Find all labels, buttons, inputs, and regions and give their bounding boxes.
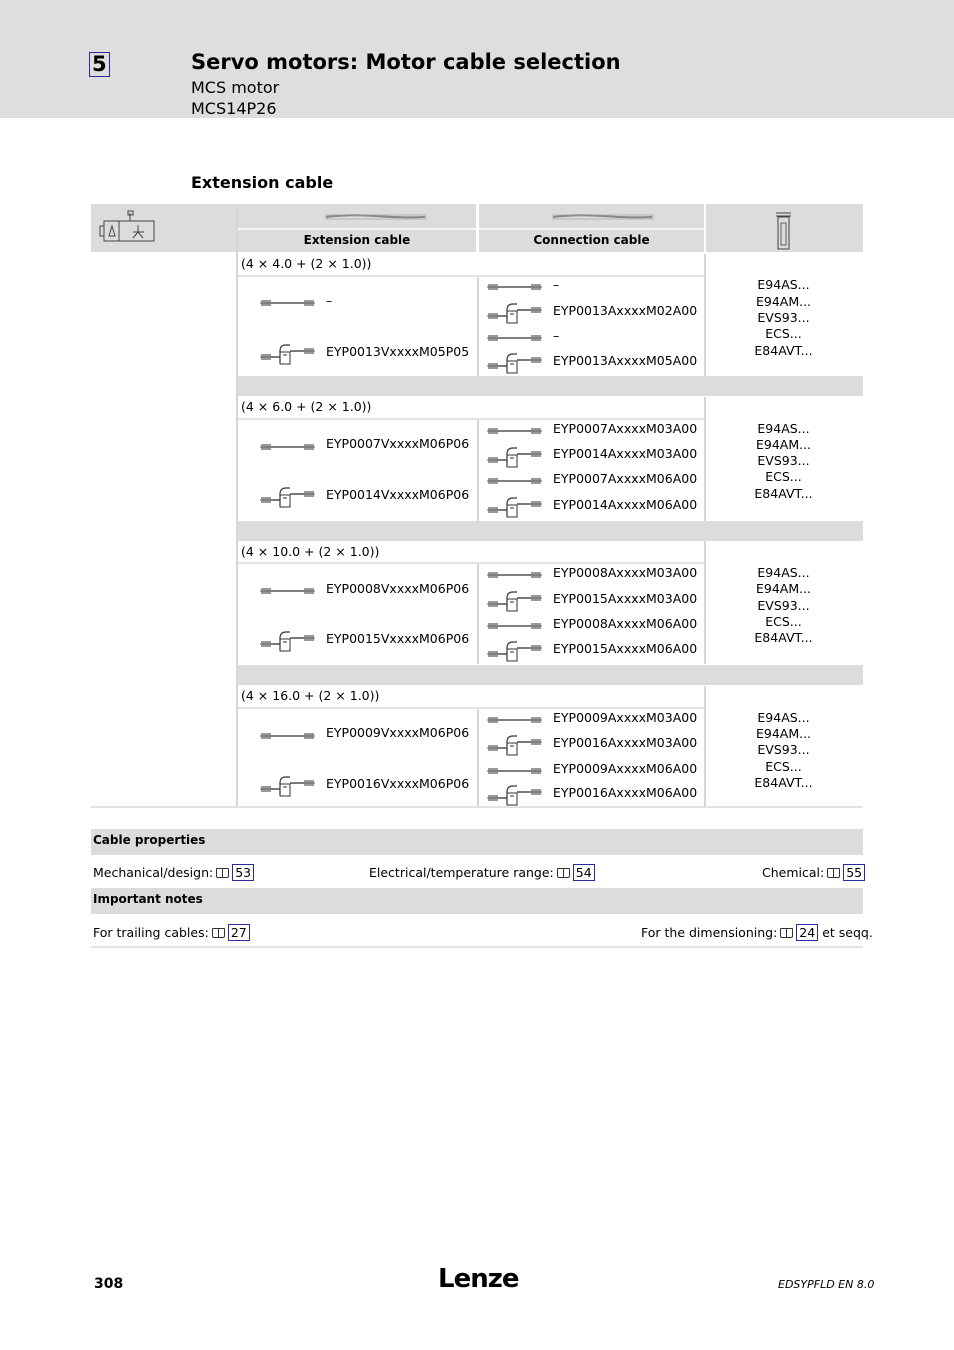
cable-properties-heading: Cable properties bbox=[93, 833, 206, 847]
device-name: E94AS... bbox=[757, 421, 810, 436]
cable-spec: (4 × 6.0 + (2 × 1.0)) bbox=[241, 399, 372, 414]
connection-part-number: EYP0014AxxxxM03A00 bbox=[553, 446, 698, 461]
straight-cable-icon bbox=[487, 280, 543, 294]
electrical-page-link[interactable]: 54 bbox=[573, 864, 595, 881]
straight-cable-icon bbox=[260, 729, 316, 743]
dimensioning-reference bbox=[641, 925, 873, 940]
controller-device-icon bbox=[776, 211, 792, 251]
straight-cable-icon bbox=[260, 296, 316, 310]
page-subtitle-model: MCS14P26 bbox=[191, 99, 277, 118]
straight-cable-icon bbox=[487, 713, 543, 727]
connection-part-number: EYP0015AxxxxM03A00 bbox=[553, 591, 698, 606]
page-subtitle-motor: MCS motor bbox=[191, 78, 280, 97]
book-icon bbox=[557, 868, 570, 878]
cable-thumbnail-icon bbox=[552, 213, 654, 221]
motor-icon bbox=[97, 210, 157, 246]
connection-part-number: EYP0008AxxxxM03A00 bbox=[553, 565, 698, 580]
extension-cable-heading: Extension cable bbox=[303, 233, 411, 247]
book-icon bbox=[216, 868, 229, 878]
device-name: E84AVT... bbox=[754, 775, 813, 790]
lenze-logo: Lenze bbox=[438, 1264, 519, 1294]
extension-part-number: EYP0008VxxxxM06P06 bbox=[326, 581, 470, 596]
connection-cable-heading: Connection cable bbox=[533, 233, 650, 247]
device-name: EVS93... bbox=[757, 598, 810, 613]
device-name: E94AM... bbox=[755, 294, 812, 309]
angled-cable-icon bbox=[487, 444, 543, 468]
connection-part-number: EYP0016AxxxxM03A00 bbox=[553, 735, 698, 750]
connection-part-number: EYP0016AxxxxM06A00 bbox=[553, 785, 698, 800]
mechanical-reference bbox=[93, 865, 254, 880]
extension-part-number: EYP0016VxxxxM06P06 bbox=[326, 776, 470, 791]
angled-cable-icon bbox=[487, 350, 543, 374]
section-title: Extension cable bbox=[191, 173, 334, 192]
straight-cable-icon bbox=[260, 440, 316, 454]
device-name: ECS... bbox=[765, 759, 802, 774]
connection-part-number: EYP0007AxxxxM06A00 bbox=[553, 471, 698, 486]
page-title: Servo motors: Motor cable selection bbox=[191, 50, 621, 74]
connection-part-number: EYP0014AxxxxM06A00 bbox=[553, 497, 698, 512]
straight-cable-icon bbox=[487, 764, 543, 778]
angled-cable-icon bbox=[260, 773, 316, 797]
device-name: E84AVT... bbox=[754, 630, 813, 645]
extension-part-number: EYP0015VxxxxM06P06 bbox=[326, 631, 470, 646]
connection-part-number: EYP0009AxxxxM03A00 bbox=[553, 710, 698, 725]
electrical-reference bbox=[369, 865, 595, 880]
angled-cable-icon bbox=[487, 732, 543, 756]
page-number: 308 bbox=[94, 1276, 124, 1292]
book-icon bbox=[212, 928, 225, 938]
cable-thumbnail-icon bbox=[325, 213, 427, 221]
straight-cable-icon bbox=[487, 619, 543, 633]
trailing-reference bbox=[93, 925, 250, 940]
straight-cable-icon bbox=[487, 568, 543, 582]
device-name: ECS... bbox=[765, 469, 802, 484]
chemical-page-link[interactable]: 55 bbox=[843, 864, 865, 881]
device-name: E84AVT... bbox=[754, 486, 813, 501]
book-icon bbox=[780, 928, 793, 938]
connection-part-number: EYP0013AxxxxM05A00 bbox=[553, 353, 698, 368]
connection-part-number: EYP0013AxxxxM02A00 bbox=[553, 303, 698, 318]
mechanical-page-link[interactable]: 53 bbox=[232, 864, 254, 881]
chemical-reference bbox=[762, 865, 865, 880]
dimensioning-label: For the dimensioning: bbox=[641, 925, 778, 940]
device-name: E94AM... bbox=[755, 437, 812, 452]
extension-part-number: EYP0014VxxxxM06P06 bbox=[326, 487, 470, 502]
angled-cable-icon bbox=[487, 300, 543, 324]
dimensioning-page-link[interactable]: 24 bbox=[796, 924, 818, 941]
straight-cable-icon bbox=[487, 474, 543, 488]
cable-properties-header bbox=[91, 829, 863, 855]
angled-cable-icon bbox=[487, 782, 543, 806]
connection-part-number: EYP0009AxxxxM06A00 bbox=[553, 761, 698, 776]
trailing-page-link[interactable]: 27 bbox=[228, 924, 250, 941]
connection-part-number: EYP0015AxxxxM06A00 bbox=[553, 641, 698, 656]
extension-part-number: EYP0009VxxxxM06P06 bbox=[326, 725, 470, 740]
mechanical-label: Mechanical/design: bbox=[93, 865, 214, 880]
angled-cable-icon bbox=[260, 484, 316, 508]
device-name: E94AS... bbox=[757, 710, 810, 725]
device-name: EVS93... bbox=[757, 742, 810, 757]
device-name: EVS93... bbox=[757, 453, 810, 468]
device-name: ECS... bbox=[765, 614, 802, 629]
device-name: ECS... bbox=[765, 326, 802, 341]
document-code: EDSYPFLD EN 8.0 bbox=[778, 1278, 875, 1291]
angled-cable-icon bbox=[260, 341, 316, 365]
book-icon bbox=[827, 868, 840, 878]
device-name: E94AM... bbox=[755, 581, 812, 596]
extension-part-number: – bbox=[326, 293, 333, 308]
connection-part-number: – bbox=[553, 277, 560, 292]
dimensioning-suffix: et seqq. bbox=[822, 925, 873, 940]
device-name: E84AVT... bbox=[754, 343, 813, 358]
cable-spec: (4 × 4.0 + (2 × 1.0)) bbox=[241, 256, 372, 271]
straight-cable-icon bbox=[260, 584, 316, 598]
extension-part-number: EYP0007VxxxxM06P06 bbox=[326, 436, 470, 451]
connection-part-number: – bbox=[553, 328, 560, 343]
cable-spec: (4 × 16.0 + (2 × 1.0)) bbox=[241, 688, 380, 703]
angled-cable-icon bbox=[487, 494, 543, 518]
device-name: E94AM... bbox=[755, 726, 812, 741]
straight-cable-icon bbox=[487, 331, 543, 345]
electrical-label: Electrical/temperature range: bbox=[369, 865, 554, 880]
angled-cable-icon bbox=[487, 588, 543, 612]
extension-part-number: EYP0013VxxxxM05P05 bbox=[326, 344, 470, 359]
straight-cable-icon bbox=[487, 424, 543, 438]
chapter-number-link[interactable]: 5 bbox=[89, 52, 110, 77]
connection-part-number: EYP0007AxxxxM03A00 bbox=[553, 421, 698, 436]
important-notes-header bbox=[91, 888, 863, 914]
device-name: E94AS... bbox=[757, 565, 810, 580]
device-name: E94AS... bbox=[757, 277, 810, 292]
cable-spec: (4 × 10.0 + (2 × 1.0)) bbox=[241, 544, 380, 559]
chemical-label: Chemical: bbox=[762, 865, 825, 880]
angled-cable-icon bbox=[487, 638, 543, 662]
angled-cable-icon bbox=[260, 628, 316, 652]
connection-part-number: EYP0008AxxxxM06A00 bbox=[553, 616, 698, 631]
device-name: EVS93... bbox=[757, 310, 810, 325]
trailing-label: For trailing cables: bbox=[93, 925, 209, 940]
important-notes-heading: Important notes bbox=[93, 892, 203, 906]
